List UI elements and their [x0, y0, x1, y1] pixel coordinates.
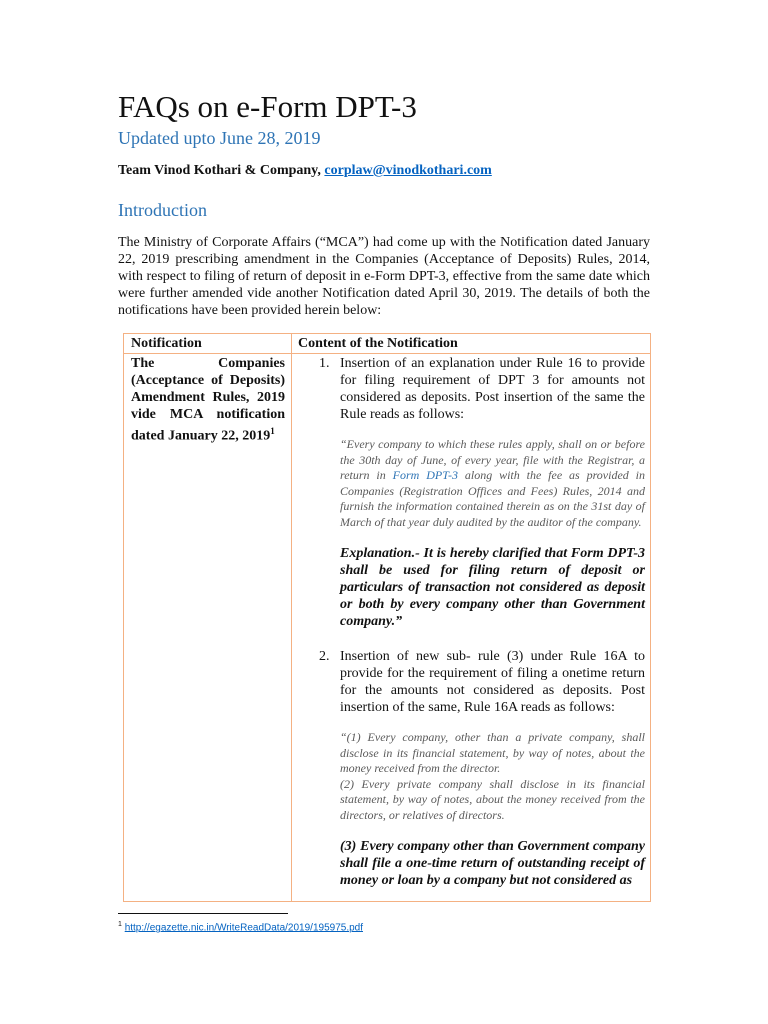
footnote-marker: 1 [118, 921, 122, 928]
list-item-number: 1. [319, 356, 330, 371]
footnote-separator [118, 913, 288, 914]
page-title: FAQs on e-Form DPT-3 [118, 89, 417, 124]
rule-quote-1: “(1) Every company, other than a private company, shall disclose in its financial statement, by way of notes, about the money received from the director. [340, 730, 645, 775]
list-item [298, 648, 645, 716]
rule-quote-2: (2) Every private company shall disclose in its financial statement, by way of notes, about the money received from the directors, or relatives of directors. [340, 776, 645, 822]
list-item-text: Insertion of an explanation under Rule 16 to provide for filing requirement of DPT 3 for amounts not considered as deposits. Post insertion of the same the Rule reads as follows: [340, 356, 645, 422]
table-header-content: Content of the Notification [298, 336, 458, 351]
notification-table [123, 333, 651, 902]
list-item-text: Insertion of new sub- rule (3) under Rule 16A to provide for the requirement of filing a onetime return for the amounts not considered as deposits. Post insertion of the same, Rule 16A reads as follows: [340, 649, 645, 715]
footnote [118, 921, 363, 933]
footnote-ref: 1 [270, 426, 275, 436]
page-subtitle: Updated upto June 28, 2019 [118, 128, 321, 148]
footnote-link[interactable]: http://egazette.nic.in/WriteReadData/2019/195975.pdf [124, 922, 363, 934]
rule-explanation: Explanation.- It is hereby clarified that Form DPT-3 shall be used for filing return of deposit or particulars of transaction not considered as deposit or both by every company other than Government company.” [340, 546, 645, 629]
notification-content-cell [298, 355, 645, 889]
intro-paragraph: The Ministry of Corporate Affairs (“MCA”) had come up with the Notification dated January 22, 2019 prescribing amendment in the Companies (Acceptance of Deposits) Rules, 2014, with respect to filing of return of deposit in e-Form DPT-3, effective from the same date which were further amended vide another Notification dated April 30, 2019. The details of both the notifications have been provided herein below: [118, 235, 650, 318]
list-item-number: 2. [319, 649, 330, 664]
rule-quote-text-end: along with the fee as provided in Companies (Registration Offices and Fees) Rules, 2014 and furnish the information contained therein as on the 31st day of March of that year duly audited by the auditor of the company. [340, 468, 645, 529]
notification-name-cell [131, 355, 285, 445]
form-dpt3-reference: Form DPT-3 [392, 468, 458, 482]
author-line [118, 163, 492, 179]
section-heading-introduction: Introduction [118, 200, 207, 220]
list-item [298, 355, 645, 423]
table-column-divider [291, 334, 292, 901]
notification-name: The Companies (Acceptance of Deposits) Amendment Rules, 2019 vide MCA notification dated January 22, 2019 [131, 356, 285, 444]
rule-sub-rule-3: (3) Every company other than Government company shall file a one-time return of outstanding receipt of money or loan by a company but not considered as [340, 839, 645, 888]
rule-quote-text: “Every company to which these rules apply, shall on or before the 30th day of June, of every year, file with the Registrar, a return in [340, 437, 645, 482]
rule-quote [340, 437, 645, 530]
author-team: Team Vinod Kothari & Company, [118, 163, 325, 178]
table-header-row [124, 334, 650, 354]
table-header-notification: Notification [131, 336, 202, 351]
author-email-link[interactable]: corplaw@vinodkothari.com [324, 163, 492, 178]
